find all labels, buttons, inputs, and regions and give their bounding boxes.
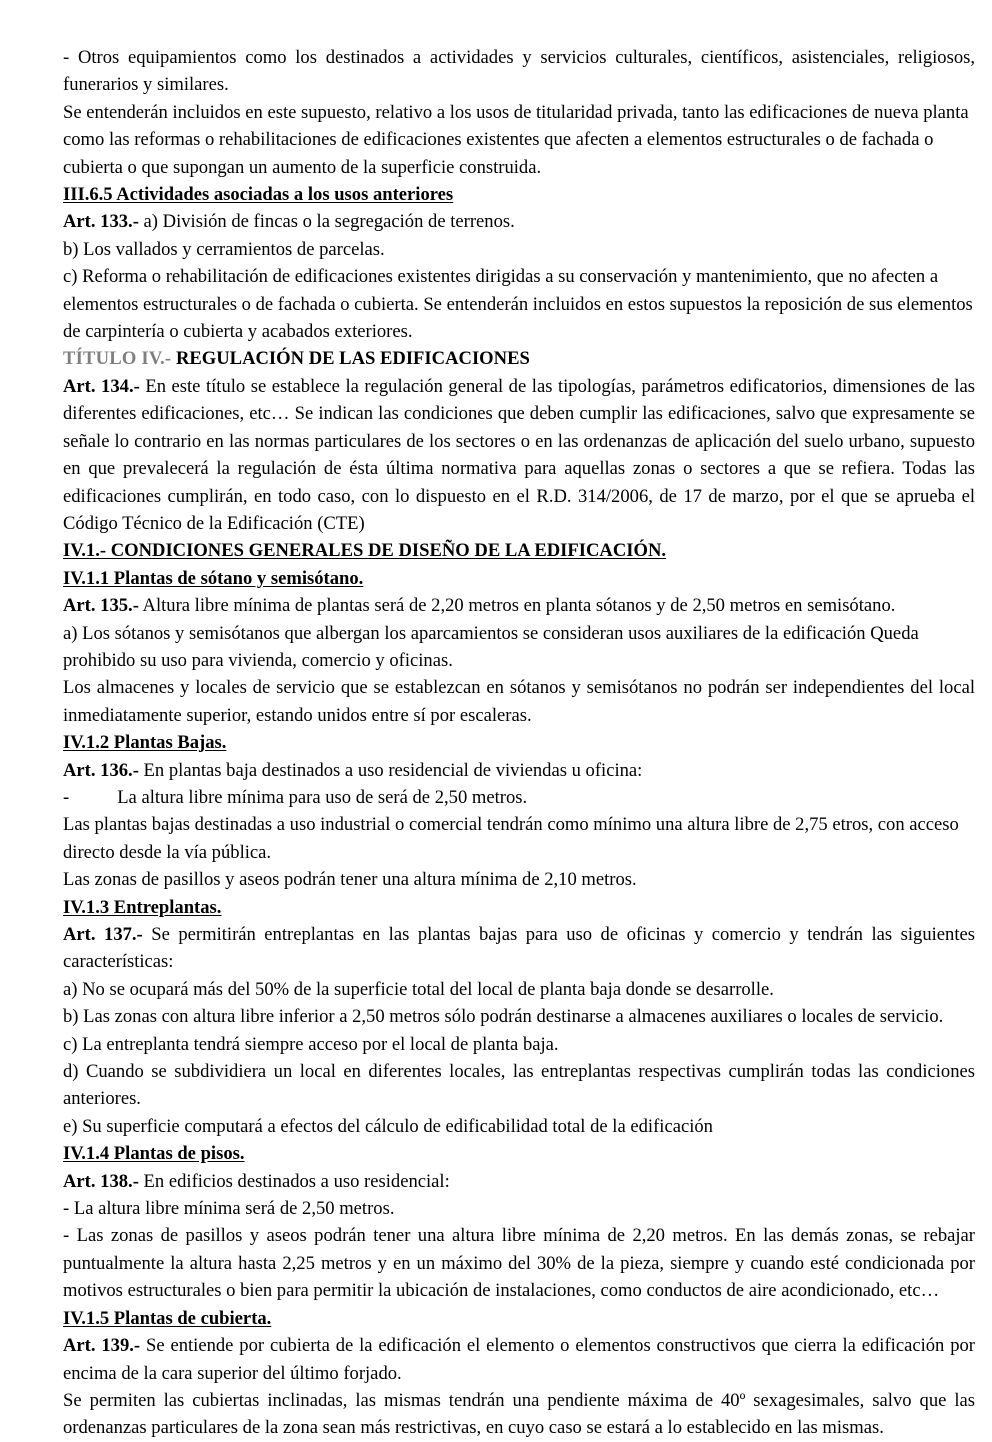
article-134-label: Art. 134.- xyxy=(63,375,140,397)
heading-iv-1-2 xyxy=(63,729,975,756)
item-136-dash-text: La altura libre mínima para uso de será de 2,50 metros. xyxy=(117,786,528,808)
article-136-text: En plantas baja destinados a uso residencial de viviendas u oficina: xyxy=(138,759,643,781)
article-138-text: En edificios destinados a uso residencial: xyxy=(138,1170,450,1192)
item-137-e: e) Su superficie computará a efectos del cálculo de edificabilidad total de la edificación xyxy=(63,1115,713,1137)
title-iv-rest: REGULACIÓN DE LAS EDIFICACIONES xyxy=(171,348,530,370)
paragraph-139-roofs: Se permiten las cubiertas inclinadas, las mismas tendrán una pendiente máxima de 40º sexagesimales, salvo que las ordenanzas particulares de la zona sean más restrictivas, en cuyo caso se estará a lo establecido en las mismas. xyxy=(63,1389,975,1439)
item-135-a: a) Los sótanos y semisótanos que albergan los aparcamientos se consideran usos auxiliares de la edificación Queda prohibido su uso para vivienda, comercio y oficinas. xyxy=(63,622,919,671)
article-135 xyxy=(63,592,975,619)
item-136-dash xyxy=(63,784,975,811)
item-133-c: c) Reforma o rehabilitación de edificaciones existentes dirigidas a su conservación y mantenimiento, que no afecten a elementos estructurales o de fachada o cubierta. Se entenderán incluidos en estos supuestos la reposición de sus elementos de carpintería o cubierta y acabados exteriores. xyxy=(63,266,973,343)
paragraph-136-industrial: Las plantas bajas destinadas a uso industrial o comercial tendrán como mínimo una altura libre de 2,75 etros, con acceso directo desde la vía pública. xyxy=(63,814,959,863)
item-137-a: a) No se ocupará más del 50% de la superficie total del local de planta baja donde se desarrolle. xyxy=(63,978,774,1000)
article-137 xyxy=(63,921,975,976)
paragraph-included-private-uses: Se entenderán incluidos en este supuesto, relativo a los usos de titularidad privada, tanto las edificaciones de nueva planta como las reformas o rehabilitaciones de edificaciones existentes que afecten a elementos estructurales o de fachada o cubierta o que supongan un aumento de la superficie construida. xyxy=(63,101,969,178)
article-134 xyxy=(63,373,975,537)
paragraph-136-corridors: Las zonas de pasillos y aseos podrán tener una altura mínima de 2,10 metros. xyxy=(63,869,637,891)
title-iv-heading xyxy=(63,345,975,372)
article-135-text: Altura libre mínima de plantas será de 2,20 metros en planta sótanos y de 2,50 metros en semisótano. xyxy=(138,595,896,617)
item-133-b: b) Los vallados y cerramientos de parcelas. xyxy=(63,238,385,260)
item-136-dash-marker: - xyxy=(63,786,70,808)
article-139 xyxy=(63,1332,975,1387)
article-133-label: Art. 133.- xyxy=(63,211,139,233)
item-137-b: b) Las zonas con altura libre inferior a 2,50 metros sólo podrán destinarse a almacenes auxiliares o locales de servicio. xyxy=(63,1006,944,1028)
article-139-label: Art. 139.- xyxy=(63,1335,141,1357)
title-iv-prefix: TÍTULO IV.- xyxy=(63,348,172,370)
heading-iii-6-5 xyxy=(63,181,975,208)
article-139-text: Se entiende por cubierta de la edificación el elemento o elementos constructivos que cierra la edificación por encima de la cara superior del último forjado. xyxy=(63,1335,975,1384)
article-137-label: Art. 137.- xyxy=(63,924,143,945)
document-body xyxy=(63,44,975,1442)
heading-iv-1-5-text: IV.1.5 Plantas de cubierta. xyxy=(63,1307,272,1329)
article-135-label: Art. 135.- xyxy=(63,595,139,617)
article-137-text: Se permitirán entreplantas en las plantas bajas para uso de oficinas y comercio y tendrán las siguientes características: xyxy=(63,924,975,973)
article-134-text: En este título se establece la regulación general de las tipologías, parámetros edificatorios, dimensiones de las diferentes edificaciones, etc… Se indican las condiciones que deben cumplir las edificaciones, salvo que expresamente se señale lo contrario en las normas particulares de los sectores o en las ordenanzas de aplicación del suelo urbano, supuesto en que prevalecerá la regulación de ésta última normativa para aquellas zonas o sectores a que se refiera. Todas las edificaciones cumplirán, en todo caso, con lo dispuesto en el R.D. 314/2006, de 17 de marzo, por el que se aprueba el Código Técnico de la Edificación (CTE) xyxy=(63,375,975,534)
heading-iv-1-1 xyxy=(63,565,975,592)
heading-iv-1-1-text: IV.1.1 Plantas de sótano y semisótano. xyxy=(63,567,364,589)
article-136 xyxy=(63,757,975,784)
heading-iv-1-4 xyxy=(63,1140,975,1167)
item-138-2: - Las zonas de pasillos y aseos podrán tener una altura libre mínima de 2,20 metros. En las demás zonas, se rebajar puntualmente la altura hasta 2,25 metros y en un máximo del 30% de la pieza, siempre y cuando esté condicionada por motivos estructurales o bien para permitir la ubicación de instalaciones, como conductos de aire acondicionado, etc… xyxy=(63,1225,975,1302)
article-133 xyxy=(63,208,975,235)
item-138-1: - La altura libre mínima será de 2,50 metros. xyxy=(63,1198,395,1220)
article-138 xyxy=(63,1168,975,1195)
heading-iv-1-5 xyxy=(63,1305,975,1332)
item-137-d: d) Cuando se subdividiera un local en diferentes locales, las entreplantas respectivas cumplirán todas las condiciones anteriores. xyxy=(63,1061,975,1110)
item-137-c: c) La entreplanta tendrá siempre acceso por el local de planta baja. xyxy=(63,1033,559,1055)
heading-iv-1-text: IV.1.- CONDICIONES GENERALES DE DISEÑO DE LA EDIFICACIÓN. xyxy=(63,540,667,562)
paragraph-other-equipment: - Otros equipamientos como los destinados a actividades y servicios culturales, científicos, asistenciales, religiosos, funerarios y similares. xyxy=(63,47,975,96)
paragraph-135-warehouses: Los almacenes y locales de servicio que se establezcan en sótanos y semisótanos no podrán ser independientes del local inmediatamente superior, estando unidos entre sí por escaleras. xyxy=(63,677,975,726)
heading-iv-1-4-text: IV.1.4 Plantas de pisos. xyxy=(63,1143,245,1165)
article-136-label: Art. 136.- xyxy=(63,759,139,781)
article-138-label: Art. 138.- xyxy=(63,1170,139,1192)
heading-iv-1-3-text: IV.1.3 Entreplantas. xyxy=(63,896,222,918)
heading-iv-1-3 xyxy=(63,894,975,921)
heading-iv-1 xyxy=(63,537,975,564)
heading-iii-6-5-text: III.6.5 Actividades asociadas a los usos anteriores xyxy=(63,184,454,206)
heading-iv-1-2-text: IV.1.2 Plantas Bajas. xyxy=(63,732,227,754)
article-133-text: a) División de fincas o la segregación de terrenos. xyxy=(138,211,515,233)
